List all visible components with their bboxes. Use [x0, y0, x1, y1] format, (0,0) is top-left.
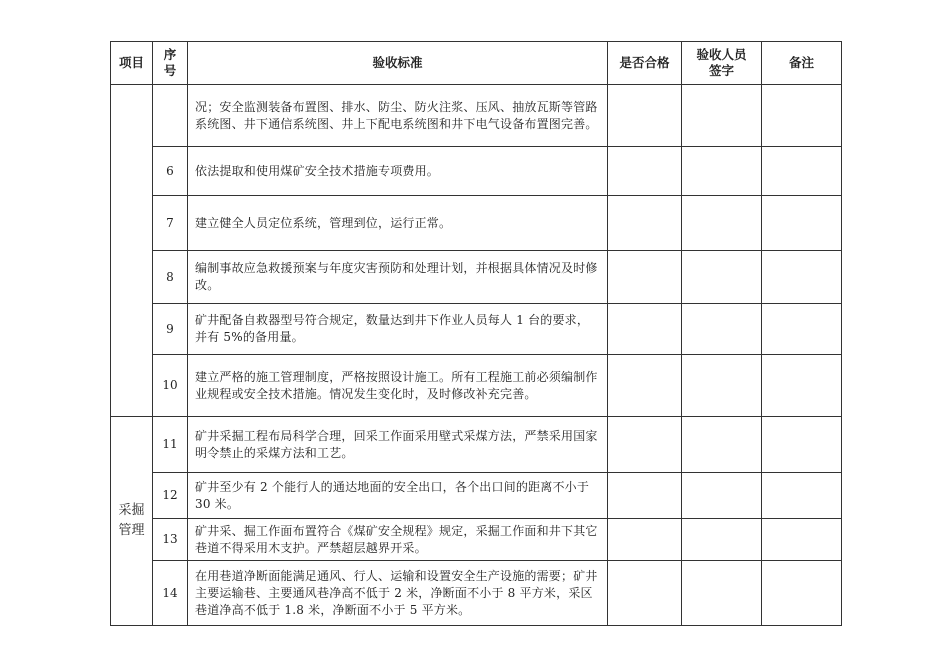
row-standard: 矿井采、掘工作面布置符合《煤矿安全规程》规定，采掘工作面和井下其它巷道不得采用木支护。严禁超层越界开采。: [188, 519, 608, 561]
signer-cell[interactable]: [682, 147, 762, 196]
category-mining: [111, 417, 153, 626]
row-seq: 12: [153, 473, 188, 519]
header-signer-line1: 验收人员: [696, 47, 747, 62]
acceptance-table: [110, 41, 842, 626]
qualified-cell[interactable]: [608, 473, 682, 519]
header-standard: 验收标准: [188, 42, 608, 85]
signer-cell[interactable]: [682, 251, 762, 304]
signer-cell[interactable]: [682, 417, 762, 473]
row-seq: 9: [153, 304, 188, 355]
signer-cell[interactable]: [682, 473, 762, 519]
remarks-cell[interactable]: [762, 85, 842, 147]
row-standard: 在用巷道净断面能满足通风、行人、运输和设置安全生产设施的需要；矿井主要运输巷、主要通风巷净高不低于 2 米，净断面不小于 8 平方米，采区巷道净高不低于 1.8 米，净断面不小于 5 平方米。: [188, 561, 608, 626]
remarks-cell[interactable]: [762, 147, 842, 196]
row-seq: 10: [153, 355, 188, 417]
row-standard: 编制事故应急救援预案与年度灾害预防和处理计划，并根据具体情况及时修改。: [188, 251, 608, 304]
row-standard: 矿井配备自救器型号符合规定，数量达到井下作业人员每人 1 台的要求，并有 5%的备用量。: [188, 304, 608, 355]
row-seq: 7: [153, 196, 188, 251]
category-mining-line2: 管理: [118, 523, 145, 538]
row-standard: 矿井至少有 2 个能行人的通达地面的安全出口，各个出口间的距离不小于 30 米。: [188, 473, 608, 519]
header-signer-line2: 签字: [708, 63, 734, 78]
signer-cell[interactable]: [682, 85, 762, 147]
table-row: [111, 519, 842, 561]
remarks-cell[interactable]: [762, 251, 842, 304]
table-row: [111, 473, 842, 519]
row-seq: [153, 85, 188, 147]
remarks-cell[interactable]: [762, 304, 842, 355]
remarks-cell[interactable]: [762, 473, 842, 519]
signer-cell[interactable]: [682, 355, 762, 417]
qualified-cell[interactable]: [608, 561, 682, 626]
remarks-cell[interactable]: [762, 355, 842, 417]
header-item: 项目: [111, 42, 153, 85]
category-cell-blank: [111, 85, 153, 417]
remarks-cell[interactable]: [762, 196, 842, 251]
signer-cell[interactable]: [682, 519, 762, 561]
qualified-cell[interactable]: [608, 355, 682, 417]
row-seq: 14: [153, 561, 188, 626]
row-seq: 11: [153, 417, 188, 473]
row-standard: 建立严格的施工管理制度，严格按照设计施工。所有工程施工前必须编制作业规程或安全技术措施。情况发生变化时，及时修改补充完善。: [188, 355, 608, 417]
header-seq: [153, 42, 188, 85]
table-row: [111, 251, 842, 304]
row-standard: 矿井采掘工程布局科学合理，回采工作面采用壁式采煤方法，严禁采用国家明令禁止的采煤方法和工艺。: [188, 417, 608, 473]
table-row: [111, 196, 842, 251]
header-remarks: 备注: [762, 42, 842, 85]
qualified-cell[interactable]: [608, 304, 682, 355]
table-row: [111, 304, 842, 355]
qualified-cell[interactable]: [608, 417, 682, 473]
table-row: [111, 417, 842, 473]
qualified-cell[interactable]: [608, 85, 682, 147]
row-seq: 8: [153, 251, 188, 304]
row-standard: 建立健全人员定位系统，管理到位，运行正常。: [188, 196, 608, 251]
row-standard: 依法提取和使用煤矿安全技术措施专项费用。: [188, 147, 608, 196]
table-row: [111, 561, 842, 626]
header-row: [111, 42, 842, 85]
header-qualified: 是否合格: [608, 42, 682, 85]
category-mining-line1: 采掘: [118, 503, 145, 518]
qualified-cell[interactable]: [608, 196, 682, 251]
header-seq-line1: 序: [163, 47, 177, 62]
signer-cell[interactable]: [682, 304, 762, 355]
remarks-cell[interactable]: [762, 561, 842, 626]
qualified-cell[interactable]: [608, 251, 682, 304]
qualified-cell[interactable]: [608, 519, 682, 561]
table-row: [111, 355, 842, 417]
header-signer: [682, 42, 762, 85]
signer-cell[interactable]: [682, 561, 762, 626]
remarks-cell[interactable]: [762, 417, 842, 473]
signer-cell[interactable]: [682, 196, 762, 251]
qualified-cell[interactable]: [608, 147, 682, 196]
header-seq-line2: 号: [163, 63, 177, 78]
row-seq: 13: [153, 519, 188, 561]
table-row: [111, 147, 842, 196]
table-row: [111, 85, 842, 147]
row-standard: 况；安全监测装备布置图、排水、防尘、防火注浆、压风、抽放瓦斯等管路系统图、井下通信系统图、井上下配电系统图和井下电气设备布置图完善。: [188, 85, 608, 147]
remarks-cell[interactable]: [762, 519, 842, 561]
row-seq: 6: [153, 147, 188, 196]
